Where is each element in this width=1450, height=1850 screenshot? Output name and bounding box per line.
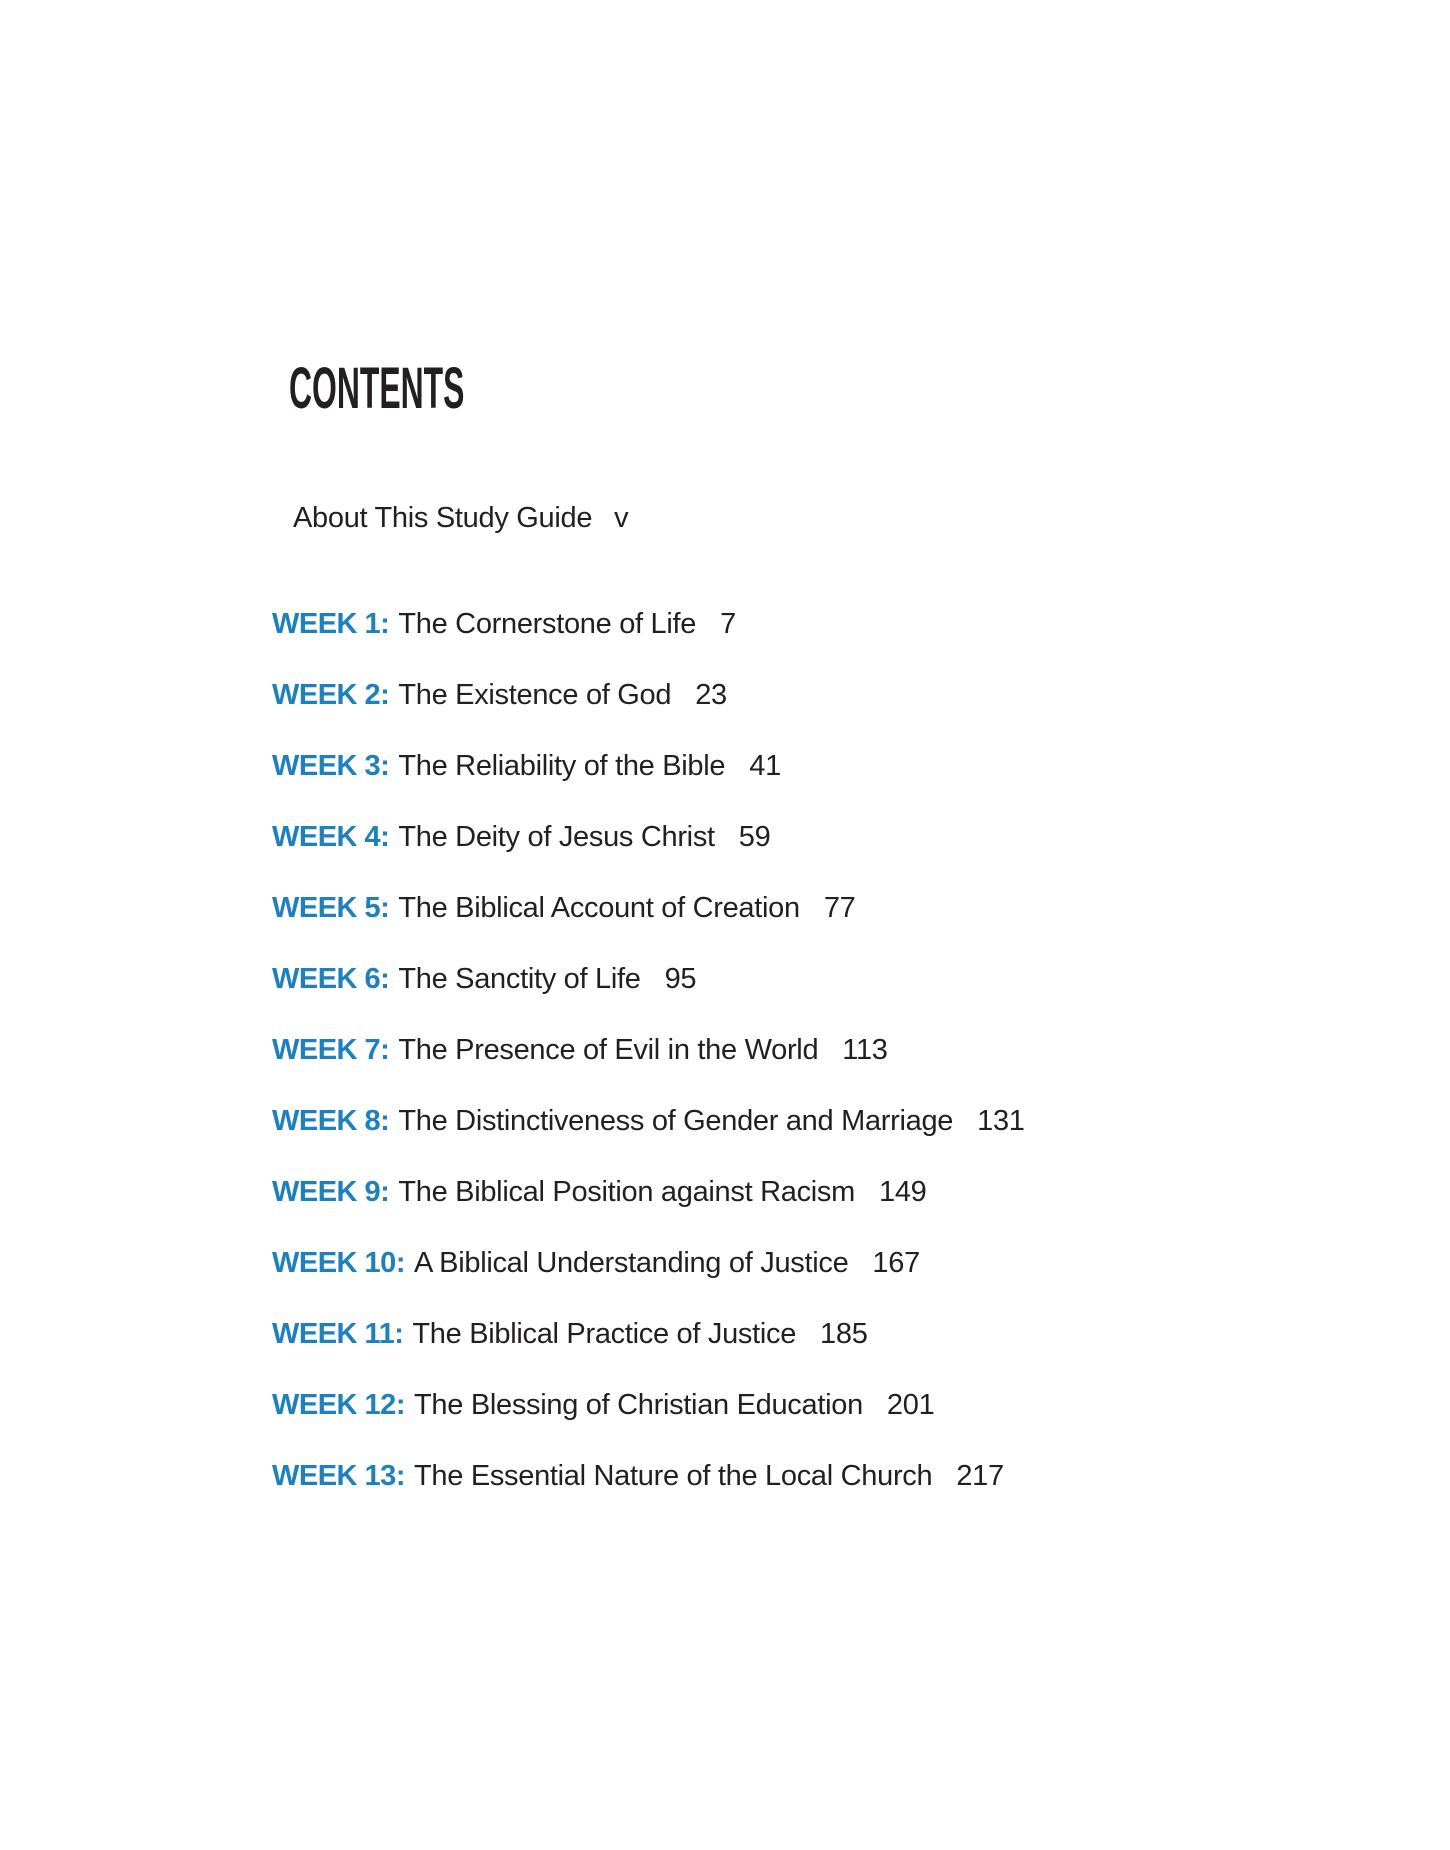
toc-entry — [272, 1177, 1025, 1207]
toc-page-number: 113 — [842, 1034, 888, 1066]
page-title: CONTENTS — [289, 356, 465, 421]
toc-entry-title: The Existence of God — [398, 679, 672, 711]
toc-entry — [272, 1461, 1025, 1491]
toc-entry-title: The Presence of Evil in the World — [398, 1034, 819, 1066]
toc-entry — [272, 1248, 1025, 1278]
toc-entry-title: The Biblical Account of Creation — [398, 892, 800, 924]
toc-week-label: WEEK 1: — [272, 608, 390, 640]
toc-page-number: 131 — [977, 1105, 1025, 1137]
toc-page-number: 7 — [720, 608, 736, 640]
toc-page-number: 95 — [664, 963, 697, 995]
toc-week-label: WEEK 10: — [272, 1247, 405, 1279]
toc-week-label: WEEK 7: — [272, 1034, 390, 1066]
front-matter-page-number: v — [614, 502, 629, 534]
toc-week-label: WEEK 11: — [272, 1318, 404, 1350]
toc-week-label: WEEK 2: — [272, 679, 390, 711]
toc-entry-title: The Biblical Position against Racism — [398, 1176, 855, 1208]
front-matter-row — [293, 503, 628, 533]
toc-entry-title: The Cornerstone of Life — [398, 608, 697, 640]
toc-page-number: 77 — [823, 892, 856, 924]
toc-page-number: 217 — [956, 1460, 1004, 1492]
toc-entry — [272, 822, 1025, 852]
toc-entry-title: The Essential Nature of the Local Church — [413, 1460, 933, 1492]
toc-entry — [272, 680, 1025, 710]
toc-page-number: 201 — [886, 1389, 935, 1421]
toc-list — [272, 609, 1025, 1532]
toc-entry — [272, 751, 1025, 781]
toc-entry-title: A Biblical Understanding of Justice — [413, 1247, 849, 1279]
toc-week-label: WEEK 3: — [272, 750, 390, 782]
toc-week-label: WEEK 5: — [272, 892, 390, 924]
toc-entry — [272, 964, 1025, 994]
toc-page-number: 185 — [820, 1318, 868, 1350]
toc-entry-title: The Biblical Practice of Justice — [412, 1318, 797, 1350]
toc-page-number: 23 — [695, 679, 727, 711]
toc-entry — [272, 1106, 1025, 1136]
toc-page-number: 59 — [738, 821, 771, 853]
toc-week-label: WEEK 4: — [272, 821, 390, 853]
toc-entry-title: The Deity of Jesus Christ — [398, 821, 715, 853]
toc-entry — [272, 1035, 1025, 1065]
toc-week-label: WEEK 13: — [272, 1460, 405, 1492]
toc-week-label: WEEK 12: — [272, 1389, 405, 1421]
toc-week-label: WEEK 8: — [272, 1105, 390, 1137]
front-matter-label: About This Study Guide — [293, 502, 593, 534]
toc-entry — [272, 609, 1025, 639]
toc-entry-title: The Blessing of Christian Education — [413, 1389, 863, 1421]
toc-page-number: 167 — [872, 1247, 920, 1279]
toc-entry-title: The Distinctiveness of Gender and Marriage — [398, 1105, 954, 1137]
toc-entry — [272, 893, 1025, 923]
toc-entry — [272, 1390, 1025, 1420]
toc-page-number: 149 — [878, 1176, 927, 1208]
toc-week-label: WEEK 9: — [272, 1176, 390, 1208]
toc-entry — [272, 1319, 1025, 1349]
toc-week-label: WEEK 6: — [272, 963, 390, 995]
toc-page-number: 41 — [749, 750, 781, 782]
toc-entry-title: The Reliability of the Bible — [398, 750, 726, 782]
toc-entry-title: The Sanctity of Life — [398, 963, 641, 995]
